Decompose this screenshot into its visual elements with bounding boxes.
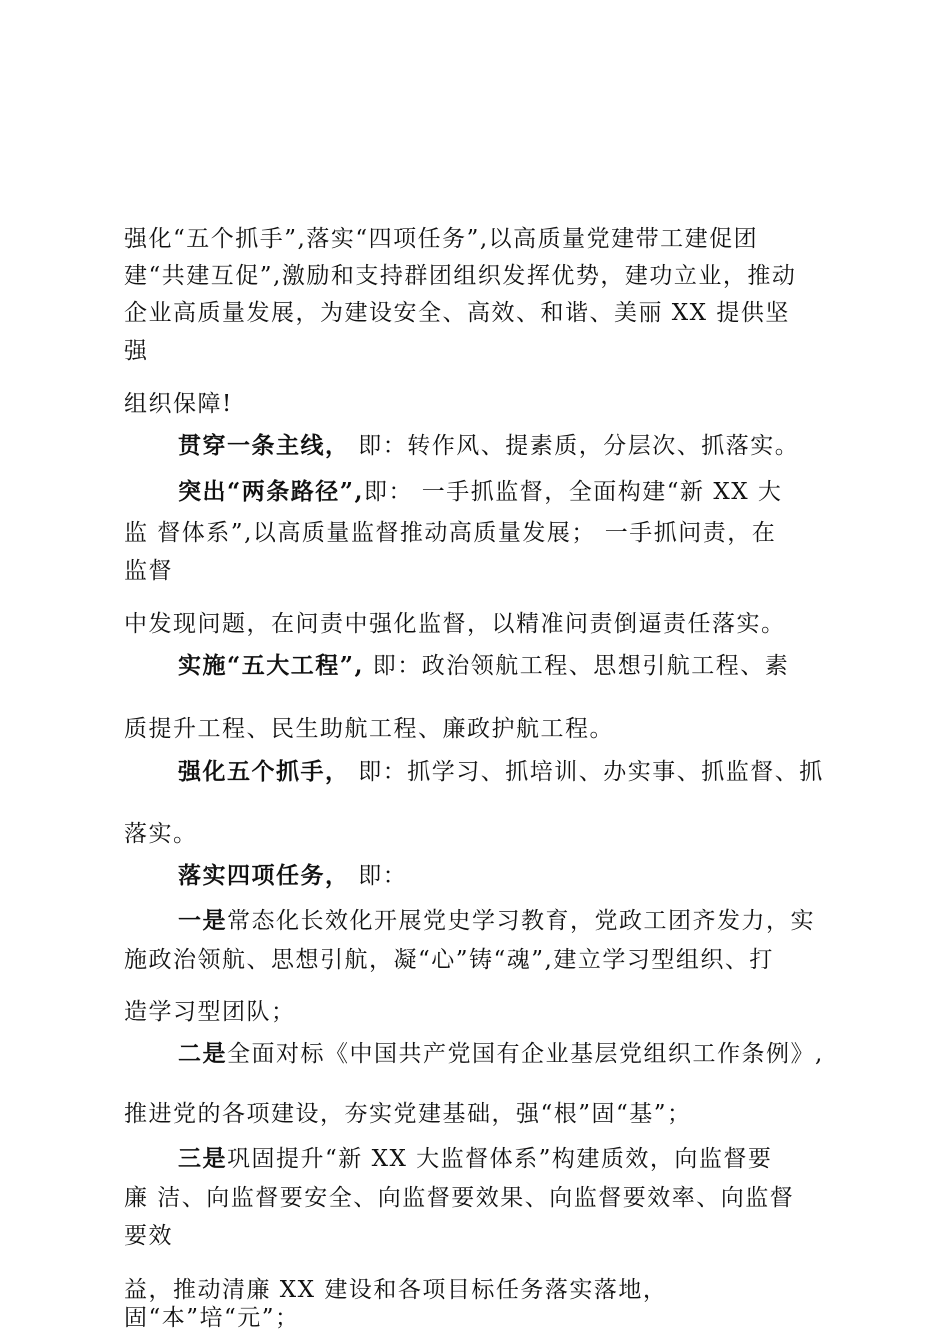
task-three-line-2: 廉 洁、向监督要安全、向监督要效果、向监督要效率、向监督: [124, 1185, 795, 1211]
task-one-line-3: 造学习型团队；: [124, 999, 296, 1025]
five-projects-line-2: 质提升工程、民生助航工程、廉政护航工程。: [124, 716, 614, 742]
two-paths-heading: 突出“两条路径”,: [178, 478, 364, 505]
two-paths-line-1: 即： 一手抓监督，全面构建“新 XX 大: [363, 479, 783, 505]
task-three-line-5: 固“本”培“元”；: [124, 1305, 300, 1331]
main-line-heading: 贯穿一条主线，: [178, 432, 350, 459]
intro-line-3: 企业高质量发展，为建设安全、高效、和谐、美丽 XX 提供坚: [124, 300, 790, 326]
intro-line-5: 组织保障!: [124, 391, 233, 417]
task-one-label: 一是: [178, 907, 227, 934]
five-grips-heading: 强化五个抓手，: [178, 758, 350, 785]
main-line-paragraph: [178, 431, 838, 461]
five-projects-paragraph: [178, 651, 838, 681]
task-two-line-2: 推进党的各项建设，夯实党建基础，强“根”固“基”；: [124, 1101, 692, 1127]
task-two-paragraph: [178, 1039, 838, 1069]
four-tasks-paragraph: [178, 861, 838, 891]
two-paths-line-2: 监 督体系”,以高质量监督推动高质量发展； 一手抓问责，在: [124, 520, 777, 546]
four-tasks-heading: 落实四项任务，: [178, 862, 350, 889]
five-grips-line-1: 即：抓学习、抓培训、办实事、抓监督、抓: [349, 759, 824, 785]
task-two-label: 二是: [178, 1040, 227, 1067]
two-paths-line-3: 监督: [124, 558, 173, 584]
five-projects-line-1: 即：政治领航工程、思想引航工程、素: [363, 653, 790, 679]
task-one-line-1: 常态化长效化开展党史学习教育，党政工团齐发力，实: [227, 908, 815, 934]
task-three-label: 三是: [178, 1145, 227, 1172]
two-paths-paragraph: [178, 477, 838, 507]
task-two-line-1: 全面对标《中国共产党国有企业基层党组织工作条例》,: [227, 1041, 824, 1067]
two-paths-line-4: 中发现问题，在问责中强化监督，以精准问责倒逼责任落实。: [124, 611, 786, 637]
task-three-line-3: 要效: [124, 1223, 173, 1249]
task-one-line-2: 施政治领航、思想引航，凝“心”铸“魂”,建立学习型组织、打: [124, 947, 774, 973]
task-three-line-4: 益，推动清廉 XX 建设和各项目标任务落实落地，: [124, 1277, 668, 1303]
five-grips-line-2: 落实。: [124, 821, 198, 847]
task-three-paragraph: [178, 1144, 838, 1174]
intro-line-1: 强化“五个抓手”,落实“四项任务”,以高质量党建带工建促团: [124, 226, 759, 252]
four-tasks-text: 即：: [349, 863, 408, 889]
five-grips-paragraph: [178, 757, 838, 787]
task-one-paragraph: [178, 906, 838, 936]
intro-line-2: 建“共建互促”,激励和支持群团组织发挥优势，建功立业，推动: [124, 263, 797, 289]
intro-line-4: 强: [124, 338, 149, 364]
main-line-text: 即：转作风、提素质，分层次、抓落实。: [349, 433, 800, 459]
task-three-line-1: 巩固提升“新 XX 大监督体系”构建质效，向监督要: [227, 1146, 773, 1172]
five-projects-heading: 实施“五大工程”,: [178, 652, 364, 679]
